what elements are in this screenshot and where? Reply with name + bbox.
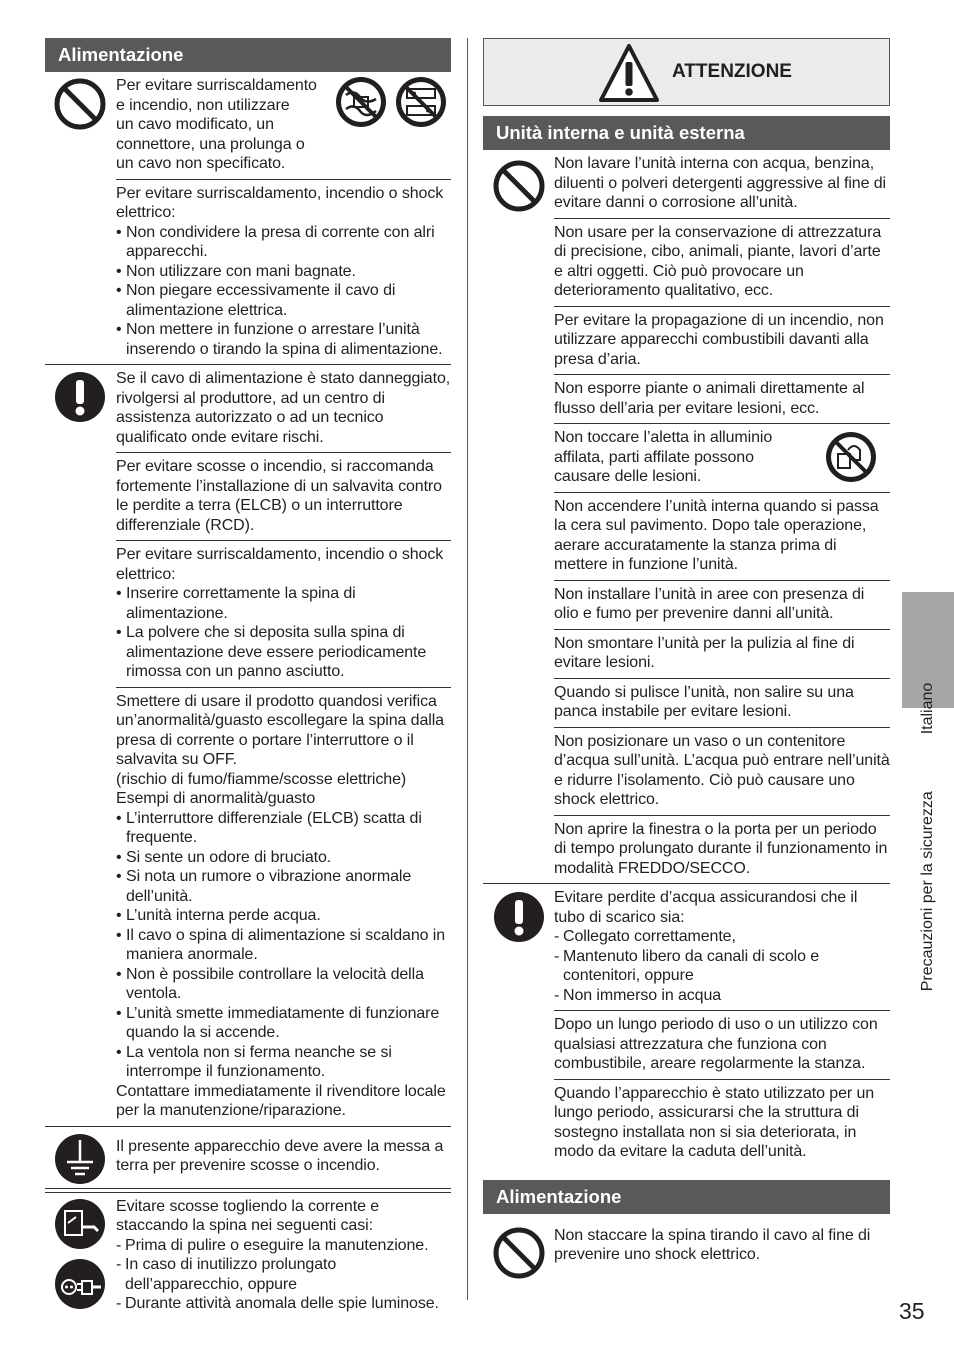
caution-item [554, 816, 890, 884]
bullet-item: • Si sente un odore di bruciato. [116, 848, 451, 868]
earth-ground-icon [53, 1132, 107, 1186]
section-header-power-right: Alimentazione [483, 1180, 890, 1214]
caution-text: Dopo un lungo periodo di uso o un utilizzo con qualsiasi attrezzatura che funziona con combustibile, areare regolarmente la stanza. [554, 1016, 878, 1072]
warning-text: Il presente apparecchio deve avere la messa a terra per prevenire scosse o incendio. [116, 1137, 444, 1174]
warning-text: Per evitare scosse o incendio, si raccomanda fortemente l’installazione di un salvavita contro le perdite a terra (ELCB) o un interruttore differenziale (RCD). [116, 458, 442, 534]
bullet-list [116, 584, 451, 682]
caution-text: Non esporre piante o animali direttamente al flusso dell’aria per evitare lesioni, ecc. [554, 380, 865, 417]
caution-intro: Evitare perdite d’acqua assicurandosi che il tubo di scarico sia: [554, 889, 858, 926]
caution-item [554, 1080, 890, 1167]
warning-item [116, 688, 451, 1126]
caution-item [554, 424, 890, 493]
bullet-item: • Non mettere in funzione o arrestare l’unità inserendo o tirando la spina di alimentazione. [116, 320, 451, 359]
unplug-icon [53, 1257, 107, 1311]
bullet-item: • Non utilizzare con mani bagnate. [116, 262, 451, 282]
warning-outro: Contattare immediatamente il rivenditore locale per la manutenzione/riparazione. [116, 1082, 446, 1119]
attention-label: ATTENZIONE [672, 61, 792, 82]
dash-list [116, 1236, 451, 1314]
prohibit-group-plug [483, 1214, 890, 1284]
section-header-power: Alimentazione [45, 38, 451, 72]
caution-text: Non accendere l’unità interna quando si passa la cera sul pavimento. Dopo tale operazione, aerare accuratamente la stanza prima di mettere in funzione l’unità. [554, 497, 879, 573]
no-extension-cord-icon [394, 75, 448, 129]
dash-item: - Collegato correttamente, [554, 927, 890, 947]
dash-item: - Prima di pulire o eseguire la manutenzione. [116, 1236, 451, 1256]
caution-item [554, 1222, 890, 1270]
dash-item: - Non immerso in acqua [554, 986, 890, 1006]
caution-text: Per evitare la propagazione di un incendio, non utilizzare apparecchi combustibili davanti alla presa d’aria. [554, 311, 884, 368]
warning-subheading: Esempi di anormalità/guasto [116, 790, 316, 807]
prohibit-group-units [483, 150, 890, 884]
mandatory-group-power [45, 364, 451, 1126]
caution-text: Non smontare l’unità per la pulizia al fine di evitare lesioni. [554, 634, 855, 671]
bullet-list [116, 809, 451, 1082]
caution-text: Non toccare l’aletta in alluminio affilata, parti affilate possono causare delle lesioni. [554, 429, 773, 485]
caution-text: Quando si pulisce l’unità, non salire su una panca instabile per evitare lesioni. [554, 683, 854, 720]
warning-intro: Per evitare surriscaldamento, incendio o shock elettrico: [116, 184, 444, 221]
warning-intro: Per evitare surriscaldamento, incendio o shock elettrico: [116, 546, 444, 583]
bullet-item: • La ventola non si ferma neanche se si interrompe il funzionamento. [116, 1043, 451, 1082]
caution-item [554, 1011, 890, 1080]
warning-note: (rischio di fumo/fiamme/scosse elettriche) [116, 770, 407, 788]
language-name: Italiano [919, 682, 936, 735]
prohibition-icon [53, 77, 107, 131]
dash-list [554, 927, 890, 1005]
caution-text: Non staccare la spina tirando il cavo al fine di prevenire uno shock elettrico. [554, 1226, 871, 1263]
bullet-item: • L’interruttore differenziale (ELCB) scatta di frequente. [116, 809, 451, 848]
caution-item [554, 884, 890, 1011]
caution-item [554, 679, 890, 728]
bullet-item: • Non condividere la presa di corrente con alri apparecchi. [116, 223, 451, 262]
prohibit-group-power [45, 72, 451, 364]
warning-item [116, 453, 451, 541]
mandatory-action-icon [53, 370, 107, 424]
bullet-item: • Si nota un rumore o vibrazione anormale dell’unità. [116, 867, 451, 906]
warning-text: Se il cavo di alimentazione è stato danneggiato, rivolgersi al produttore, ad un centro di assistenza autorizzato o ad un tecnico qualificato onde evitare rischi. [116, 370, 451, 446]
bullet-list [116, 223, 451, 360]
caution-text: Non aprire la finestra o la porta per un periodo di tempo prolungato durante il funzionamento in modalità FREDDO/SECCO. [554, 820, 888, 877]
no-touch-fin-icon [824, 430, 878, 484]
caution-item [554, 630, 890, 679]
dash-item: - In caso di inutilizzo prolungato dell’apparecchio, oppure [116, 1255, 451, 1294]
warning-intro: Evitare scosse togliendo la corrente e staccando la spina nei seguenti casi: [116, 1197, 380, 1234]
page-number: 35 [899, 1298, 925, 1324]
unplug-group [45, 1192, 451, 1319]
side-label [919, 683, 937, 992]
warning-item [116, 541, 451, 688]
caution-item [554, 219, 890, 307]
bullet-item: • L’unità smette immediatamente di funzionare quando la si accende. [116, 1004, 451, 1043]
dash-item: - Mantenuto libero da canali di scolo e contenitori, oppure [554, 947, 890, 986]
switch-off-icon [53, 1197, 107, 1251]
caution-text: Non installare l’unità in aree con presenza di olio e fumo per prevenire danni all’unità. [554, 585, 865, 622]
warning-triangle-icon [597, 42, 661, 104]
prohibition-icon [492, 1226, 546, 1280]
caution-text: Non lavare l’unità interna con acqua, benzina, diluenti o polveri detergenti aggressive al fine di evitare danni o corrosione all’unità. [554, 155, 886, 211]
warning-item [116, 1133, 451, 1182]
dash-item: - Durante attività anomala delle spie luminose. [116, 1294, 451, 1314]
section-name: Precauzioni per la sicurezza [919, 791, 936, 992]
caution-text: Quando l’apparecchio è stato utilizzato per un lungo periodo, assicurarsi che la struttura di sostegno installata non si sia deteriorata, in modo da evitare la caduta dell’unità. [554, 1084, 875, 1160]
caution-text: Non usare per la conservazione di attrezzatura di precisione, cibo, animali, piante, lavori d’arte e altri oggetti. Ciò può provocare un deterioramento qualitativo, ecc. [554, 223, 882, 299]
no-modified-cable-icon [334, 75, 388, 129]
bullet-item: • La polvere che si deposita sulla spina di alimentazione deve essere periodicamente rimossa con un panno asciutto. [116, 623, 451, 682]
bullet-item: • Il cavo o spina di alimentazione si scaldano in maniera anormale. [116, 926, 451, 965]
right-column [483, 38, 890, 1284]
bullet-item: • L’unità interna perde acqua. [116, 906, 451, 926]
caution-item [554, 728, 890, 816]
warning-item [116, 72, 451, 180]
warning-item [116, 1193, 451, 1319]
mandatory-action-icon [492, 890, 546, 944]
left-column [45, 38, 451, 1319]
ground-group [45, 1126, 451, 1189]
warning-intro: Smettere di usare il prodotto quandosi verifica un’anormalità/guasto escollegare la spina dalla presa di corrente o portare l’interruttore o il salvavita su OFF. [116, 692, 444, 768]
caution-text: Non posizionare un vaso o un contenitore d’acqua sull’unità. L’acqua può entrare nell’unità e ridurre l’isolamento. Ciò può causare uno shock elettrico. [554, 732, 890, 808]
bullet-item: • Non piegare eccessivamente il cavo di alimentazione elettrica. [116, 281, 451, 320]
caution-item [554, 307, 890, 376]
caution-item [554, 581, 890, 630]
warning-item [116, 365, 451, 453]
prohibition-icon [492, 159, 546, 213]
bullet-item: • Inserire correttamente la spina di alimentazione. [116, 584, 451, 623]
attention-box [483, 38, 890, 106]
caution-item [554, 493, 890, 581]
bullet-item: • Non è possibile controllare la velocità della ventola. [116, 965, 451, 1004]
section-header-units: Unità interna e unità esterna [483, 116, 890, 150]
warning-text: Per evitare surriscaldamento e incendio, non utilizzare un cavo modificato, un connettore, una prolunga o un cavo non specificato. [116, 77, 317, 172]
caution-item [554, 150, 890, 219]
column-divider [467, 38, 468, 1300]
mandatory-group-units [483, 884, 890, 1167]
caution-item [554, 375, 890, 424]
warning-item [116, 180, 451, 365]
